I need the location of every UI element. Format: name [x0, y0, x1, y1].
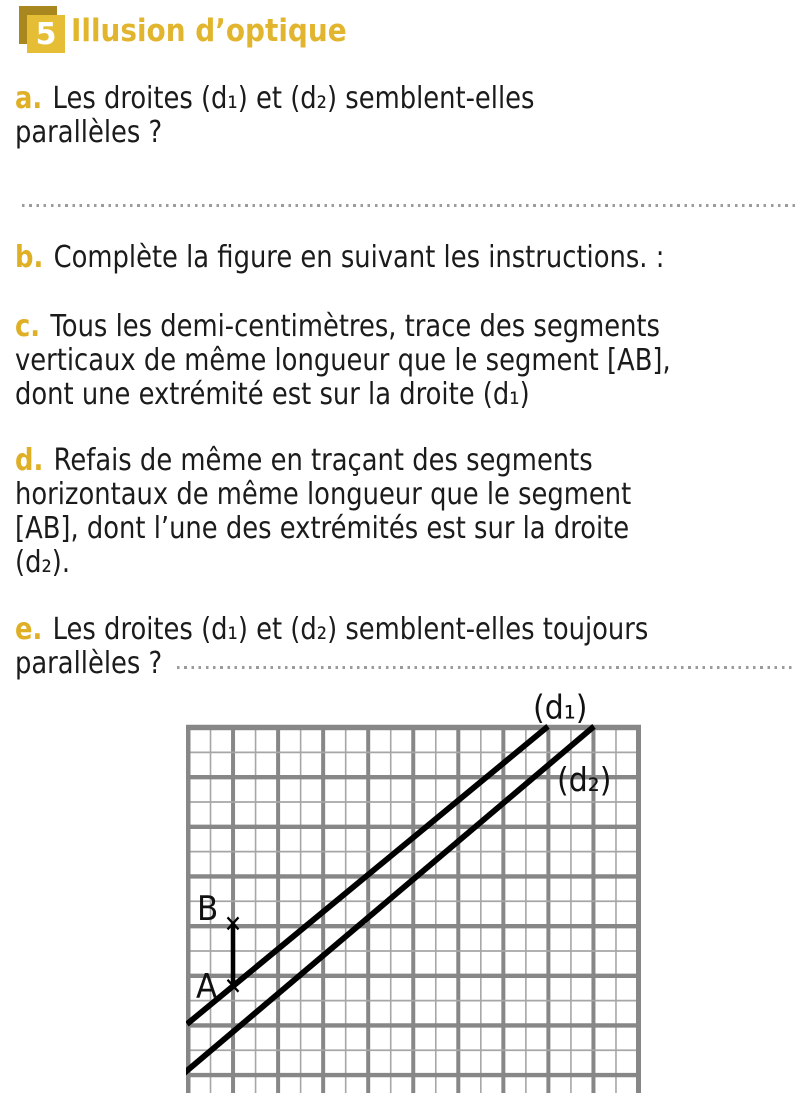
question-d-line2 — [15, 478, 631, 512]
question-e-line2 — [15, 647, 648, 681]
question-b-line1 — [15, 241, 664, 275]
question-a-marker: a. — [15, 81, 43, 116]
question-d-text3: [AB], dont l’une des extrémités est sur la droite — [15, 511, 630, 546]
figure-svg — [186, 687, 642, 1093]
optical-illusion-figure — [186, 687, 642, 1093]
question-e-text1: Les droites (d₁) et (d₂) semblent-elles toujours — [52, 612, 649, 647]
point-b-label: B — [197, 888, 219, 929]
question-a-text2: parallèles ? — [15, 115, 163, 150]
question-c-line2 — [15, 344, 671, 378]
question-c-marker: c. — [15, 309, 41, 344]
question-d-text1: Refais de même en traçant des segments — [53, 443, 593, 478]
line-d2-label: (d₂) — [557, 761, 612, 800]
line-d1-label: (d₁) — [533, 689, 588, 728]
question-a-line1 — [15, 82, 534, 116]
answer-dotted-line-a[interactable] — [22, 204, 796, 207]
question-c-text3: dont une extrémité est sur la droite (d₁) — [15, 377, 530, 412]
question-b-marker: b. — [15, 240, 44, 275]
question-d-text4: (d₂). — [15, 545, 71, 580]
question-d-text2: horizontaux de même longueur que le segment — [15, 477, 632, 512]
question-e-line1 — [15, 613, 648, 647]
question-e-marker: e. — [15, 612, 43, 647]
page-title: Illusion d’optique — [71, 13, 347, 49]
question-a-text1: Les droites (d₁) et (d₂) semblent-elles — [52, 81, 535, 116]
exercise-number: 5 — [35, 17, 57, 52]
question-d-line4 — [15, 546, 631, 580]
question-e-text2: parallèles ? — [15, 646, 163, 681]
question-c-text1: Tous les demi-centimètres, trace des segments — [50, 309, 660, 344]
answer-dotted-line-e[interactable] — [177, 666, 796, 669]
question-b-text1: Complète la figure en suivant les instructions. : — [53, 240, 665, 275]
question-a-line2 — [15, 116, 534, 150]
question-d-marker: d. — [15, 443, 44, 478]
question-a — [15, 82, 619, 150]
question-c-text2: verticaux de même longueur que le segment [AB], — [15, 343, 671, 378]
exercise-number-badge — [27, 15, 65, 53]
question-c-line3 — [15, 378, 671, 412]
question-d — [15, 444, 732, 580]
question-e — [15, 613, 751, 681]
question-d-line1 — [15, 444, 631, 478]
question-d-line3 — [15, 512, 631, 546]
question-c — [15, 310, 777, 412]
point-a-label: A — [196, 966, 218, 1007]
question-c-line1 — [15, 310, 671, 344]
question-b — [15, 241, 770, 275]
